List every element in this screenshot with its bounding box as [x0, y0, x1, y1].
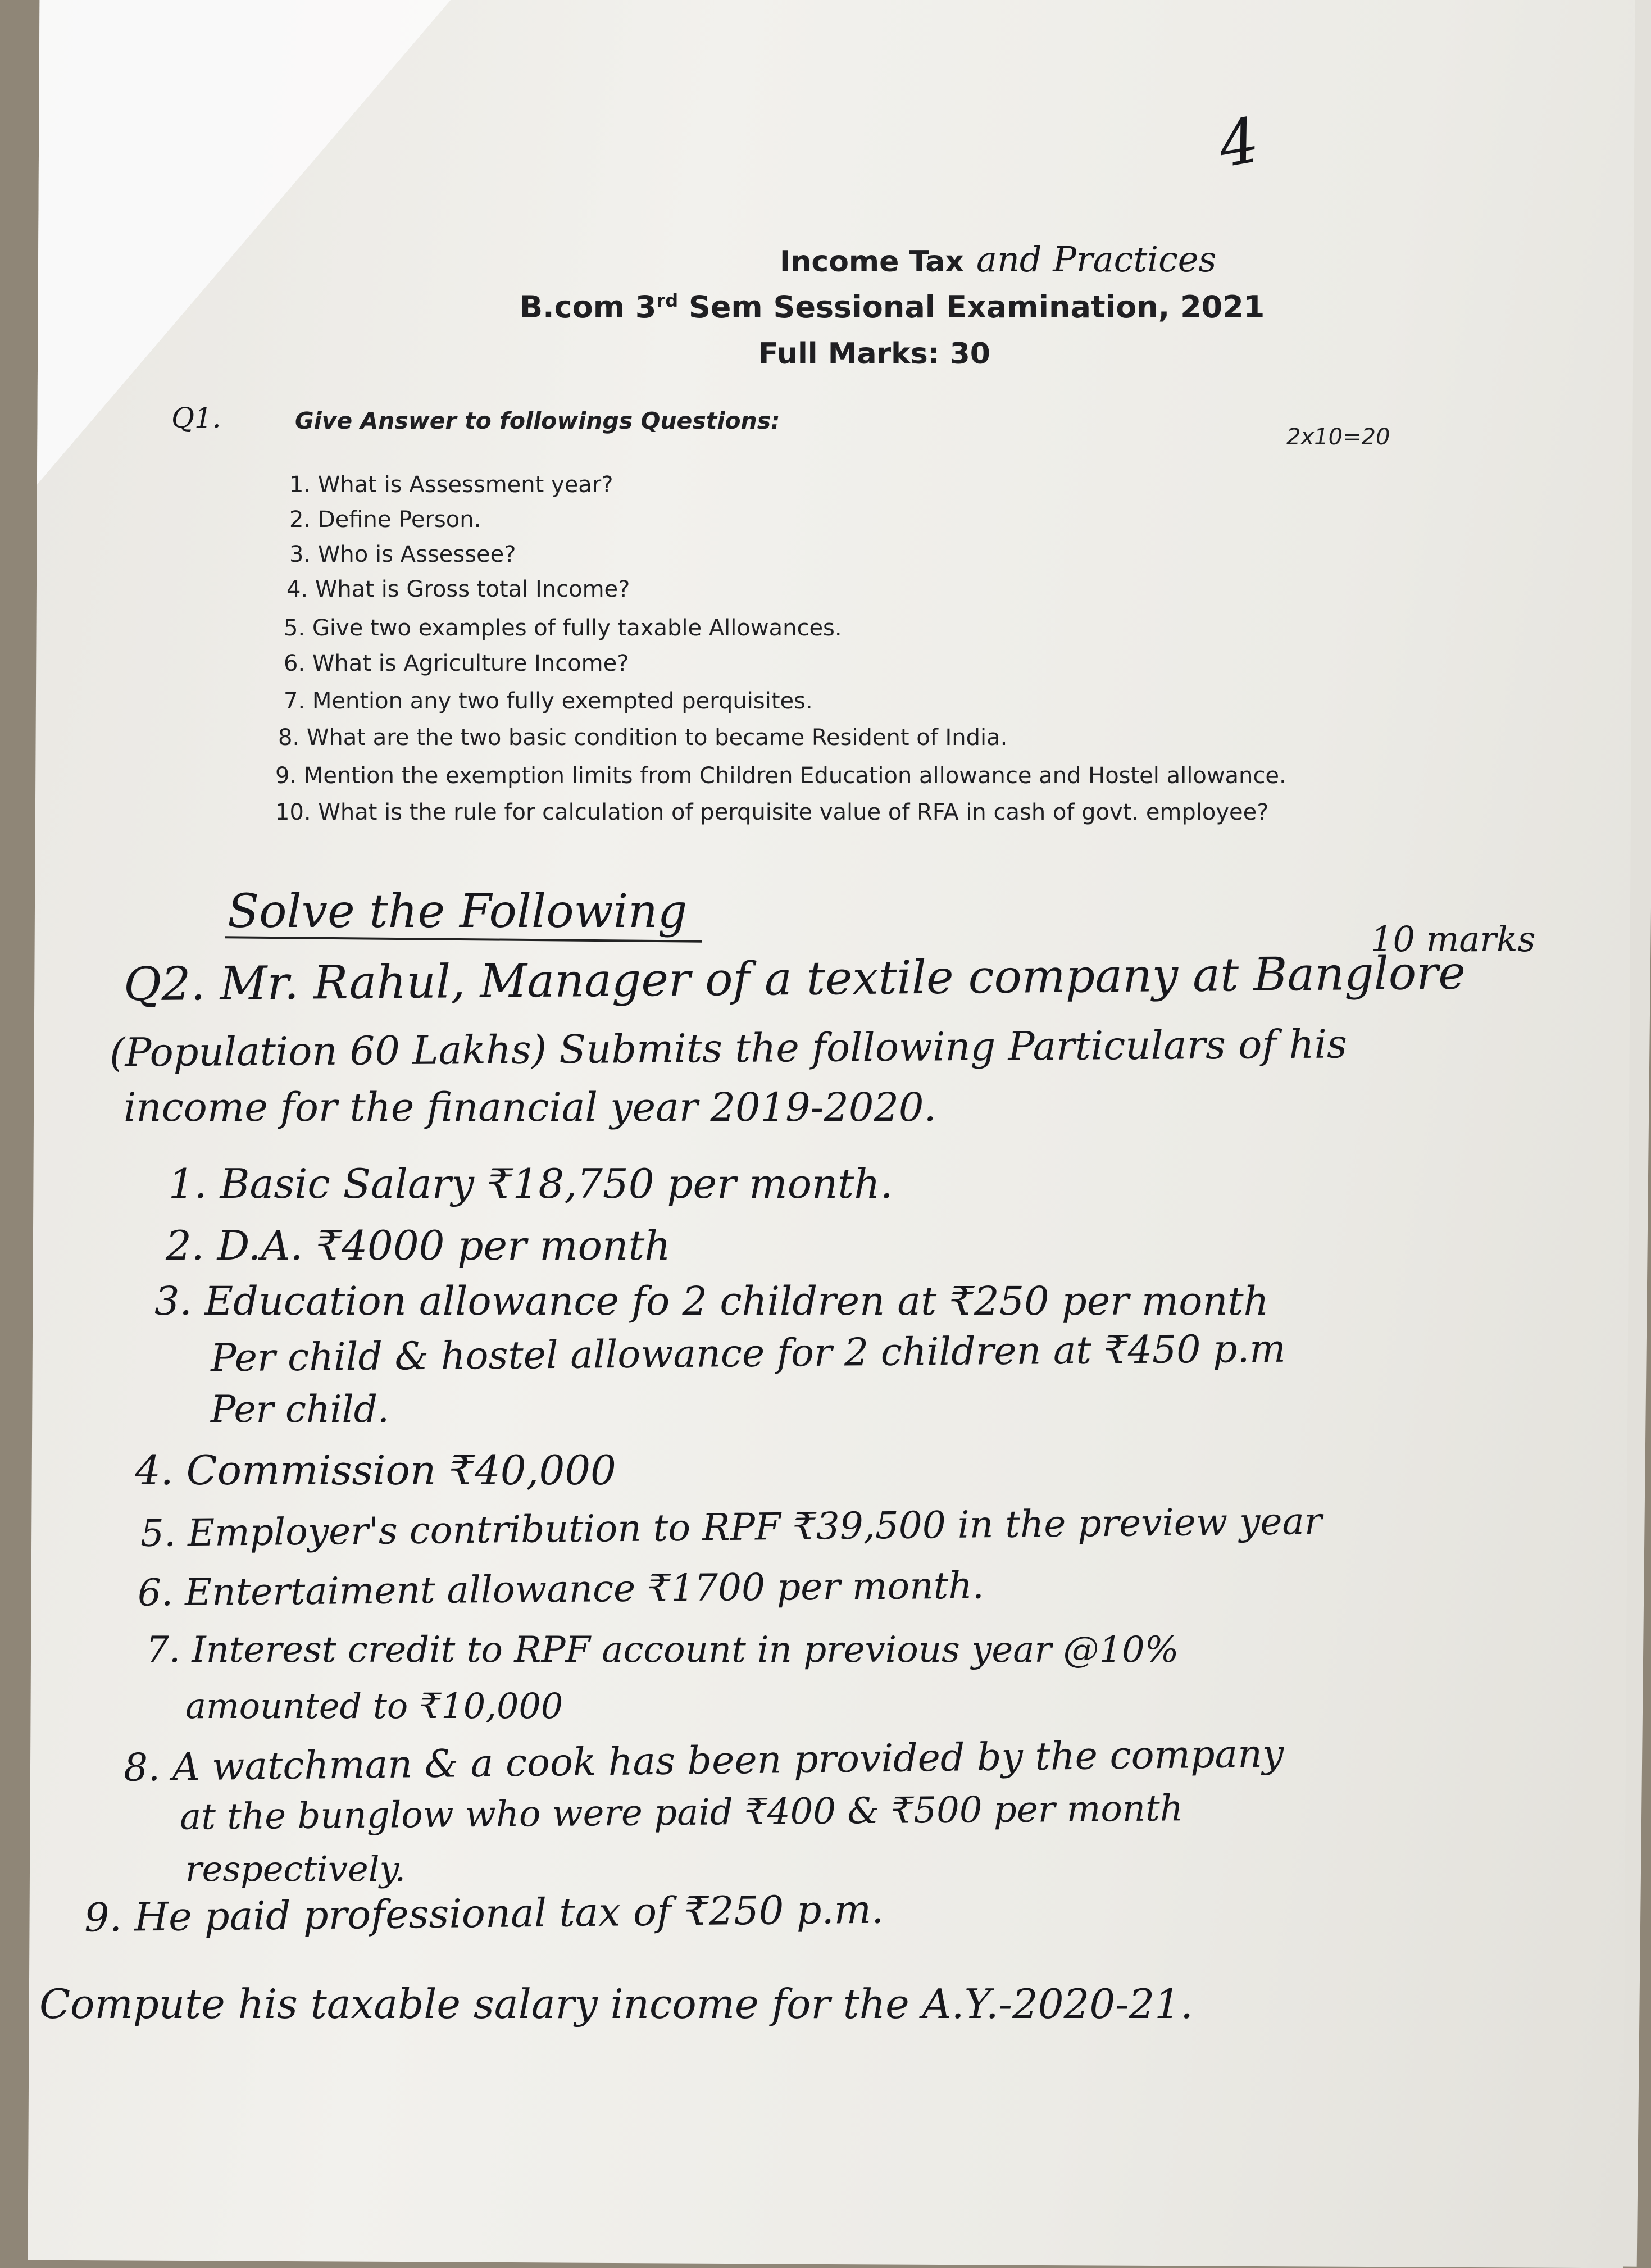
exam-line-sup: rd [656, 290, 679, 311]
particular-item: 5. Employer's contribution to RPF ₹39,500 in the preview year [140, 1499, 1322, 1556]
list-item: 1. What is Assessment year? [289, 472, 613, 498]
particular-item: amounted to ₹10,000 [185, 1685, 563, 1726]
section2-marks: 10 marks [1371, 919, 1536, 960]
list-item: 4. What is Gross total Income? [286, 576, 630, 602]
subject-handwritten: and Practices [976, 239, 1217, 280]
list-item: 3. Who is Assessee? [289, 542, 516, 567]
exam-line-post: Sem Sessional Examination, 2021 [678, 289, 1265, 325]
intro-line: income for the financial year 2019-2020. [124, 1084, 936, 1130]
particular-item: 3. Education allowance fo 2 children at ₹250 per month [154, 1278, 1269, 1324]
intro-line: (Population 60 Lakhs) Submits the following Particulars of his [109, 1021, 1348, 1076]
exam-line-pre: B.com 3 [520, 289, 657, 325]
list-item: 10. What is the rule for calculation of perquisite value of RFA in cash of govt. employee? [275, 799, 1269, 825]
particular-item: Per child. [211, 1388, 389, 1431]
particular-item: Compute his taxable salary income for the A.Y.-2020-21. [39, 1980, 1194, 2028]
list-item: 8. What are the two basic condition to became Resident of India. [278, 725, 1008, 751]
grader-mark: 4 [1213, 103, 1265, 182]
particular-item: at the bunglow who were paid ₹400 & ₹500 per month [179, 1788, 1184, 1838]
list-item: 6. What is Agriculture Income? [284, 651, 629, 676]
intro-line: Q2. Mr. Rahul, Manager of a textile company at Banglore [123, 946, 1466, 1012]
list-item: 5. Give two examples of fully taxable Allowances. [284, 615, 842, 641]
q1-marks: 2x10=20 [1286, 424, 1390, 450]
particular-item: 2. D.A. ₹4000 per month [166, 1222, 671, 1269]
particular-item: 4. Commission ₹40,000 [135, 1447, 616, 1494]
q1-instruction: Give Answer to followings Questions: [295, 407, 780, 434]
subject-title: Income Tax [780, 245, 964, 279]
particular-item: Per child & hostel allowance for 2 children at ₹450 p.m [210, 1326, 1286, 1381]
list-item: 9. Mention the exemption limits from Children Education allowance and Hostel allowance. [275, 763, 1286, 789]
list-item: 2. Define Person. [289, 507, 481, 533]
particular-item: 9. He paid professional tax of ₹250 p.m. [84, 1886, 884, 1941]
q1-number: Q1. [171, 402, 221, 434]
particular-item: 1. Basic Salary ₹18,750 per month. [169, 1160, 893, 1207]
list-item: 7. Mention any two fully exempted perquisites. [284, 688, 813, 714]
section2-heading: Solve the Following [228, 885, 688, 938]
particular-item: 7. Interest credit to RPF account in previous year @10% [146, 1629, 1179, 1671]
particular-item: 8. A watchman & a cook has been provided by the company [123, 1731, 1284, 1790]
full-marks: Full Marks: 30 [758, 337, 990, 371]
particular-item: 6. Entertaiment allowance ₹1700 per month. [137, 1563, 984, 1615]
particular-item: respectively. [185, 1848, 406, 1889]
exam-line [520, 289, 1265, 325]
